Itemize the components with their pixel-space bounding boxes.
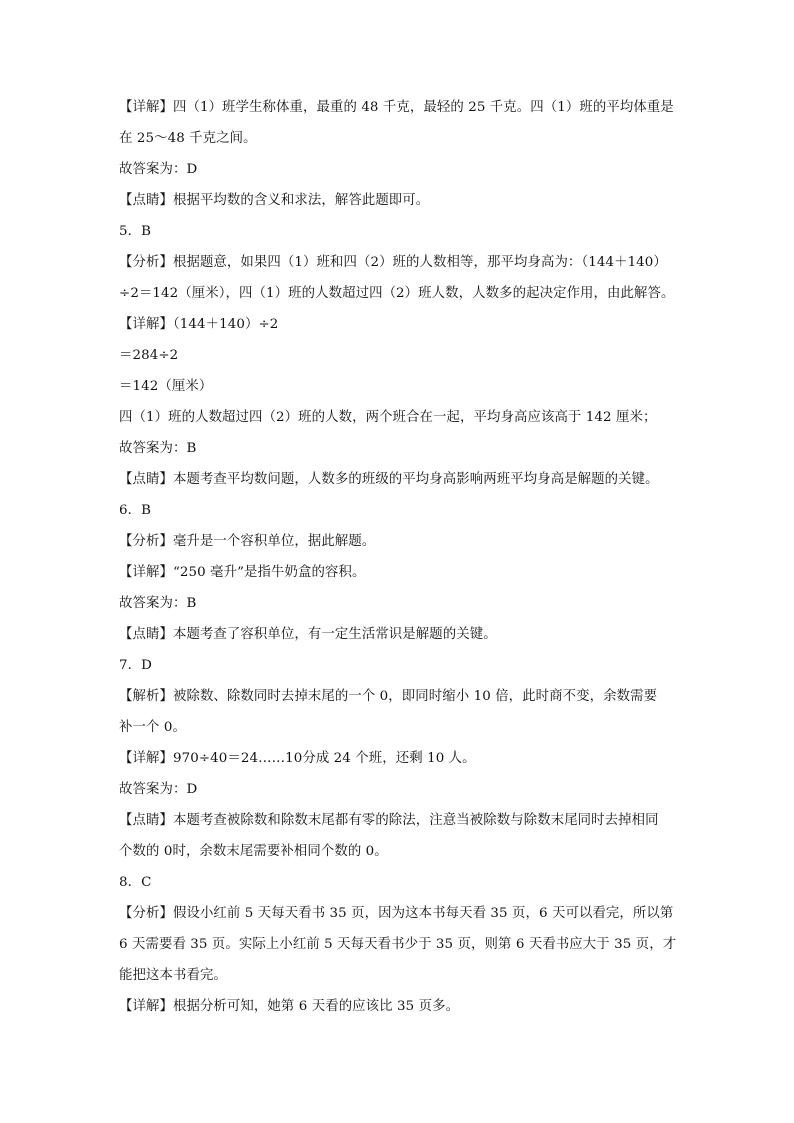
text-line: 【分析】毫升是一个容积单位，据此解题。 <box>119 534 376 549</box>
text-line: ＝284÷2 <box>119 348 179 363</box>
question-number: 8．C <box>119 875 152 890</box>
text-line: 【详解】四（1）班学生称体重，最重的 48 千克，最轻的 25 千克。四（1）班的平均体重是 <box>119 100 674 115</box>
text-line: ＝142（厘米） <box>119 379 213 394</box>
text-line: 【点睛】本题考查被除数和除数末尾都有零的除法，注意当被除数与除数末尾同时去掉相同 <box>119 813 659 828</box>
text-line: 【分析】根据题意，如果四（1）班和四（2）班的人数相等，那平均身高为：（144＋140） <box>119 255 667 270</box>
text-line: 能把这本书看完。 <box>119 968 227 983</box>
text-line: 【点睛】本题考查平均数问题，人数多的班级的平均身高影响两班平均身高是解题的关键。 <box>119 472 659 487</box>
text-line: 补一个 0。 <box>119 720 186 735</box>
document-body <box>0 92 794 1022</box>
text-line: 在 25～48 千克之间。 <box>119 131 257 146</box>
text-line: 【点睛】本题考查了容积单位，有一定生活常识是解题的关键。 <box>119 627 497 642</box>
text-line: 故答案为：B <box>119 441 197 456</box>
text-line: 个数的 0时，余数末尾需要补相同个数的 0。 <box>119 844 388 859</box>
question-number: 5．B <box>119 224 152 239</box>
text-line: 【点睛】根据平均数的含义和求法，解答此题即可。 <box>119 193 430 208</box>
text-line: 6 天需要看 35 页。实际上小红前 5 天每天看书少于 35 页，则第 6 天看书应大于 35 页，才 <box>119 937 677 952</box>
text-line: 故答案为：D <box>119 162 198 177</box>
text-line: 【分析】假设小红前 5 天每天看书 35 页，因为这本书每天看 35 页，6 天可以看完，所以第 <box>119 906 674 921</box>
text-line: 【解析】被除数、除数同时去掉末尾的一个 0，即同时缩小 10 倍，此时商不变，余数需要 <box>119 689 658 704</box>
text-line: 故答案为：D <box>119 782 198 797</box>
text-line: 四（1）班的人数超过四（2）班的人数，两个班合在一起，平均身高应该高于 142 厘米； <box>119 410 657 425</box>
text-line: 【详解】“250 毫升”是指牛奶盒的容积。 <box>119 565 366 580</box>
question-number: 6．B <box>119 503 152 518</box>
text-line: 【详解】（144＋140）÷2 <box>119 317 279 332</box>
text-line: 故答案为：B <box>119 596 197 611</box>
text-line: 【详解】970÷40＝24……10分成 24 个班，还剩 10 人。 <box>119 751 476 766</box>
question-number: 7．D <box>119 658 152 673</box>
text-line: ÷2＝142（厘米），四（1）班的人数超过四（2）班人数，人数多的起决定作用，由此解答。 <box>119 286 675 301</box>
text-line: 【详解】根据分析可知，她第 6 天看的应该比 35 页多。 <box>119 999 460 1014</box>
